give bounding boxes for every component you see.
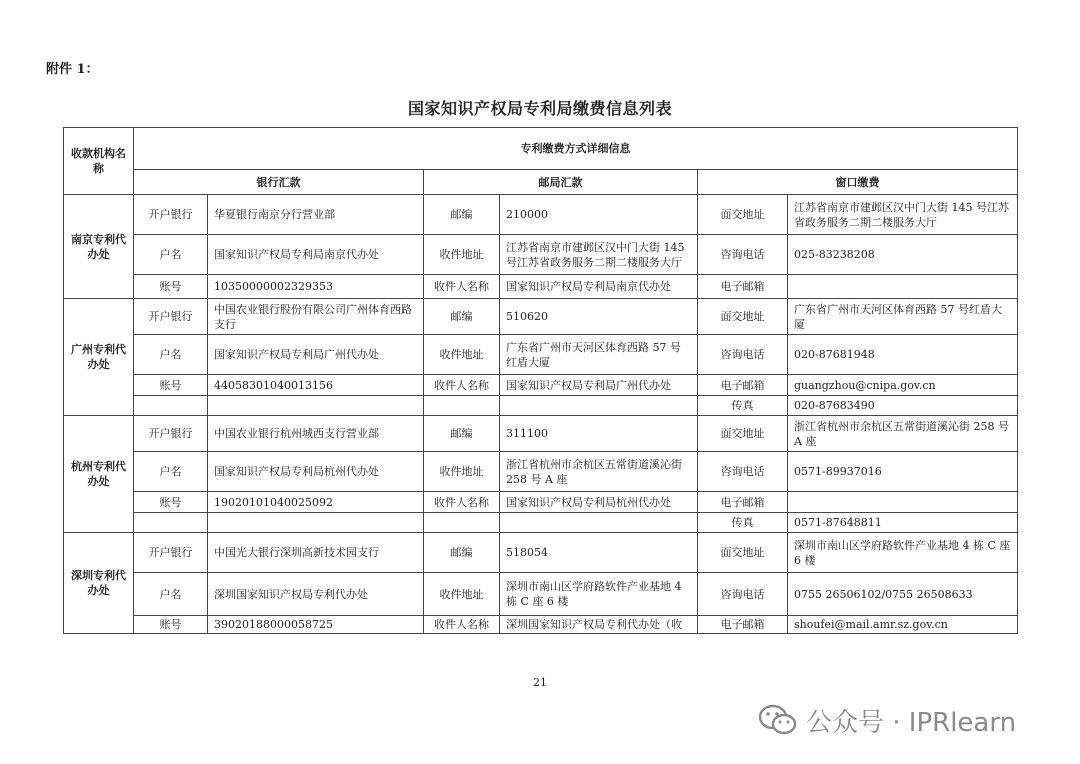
field-label: 面交地址 xyxy=(698,195,788,235)
field-value: 国家知识产权局专利局杭州代办处 xyxy=(208,452,424,492)
field-value: 210000 xyxy=(500,195,698,235)
field-value: 311100 xyxy=(500,416,698,452)
field-label xyxy=(134,513,208,533)
field-value: 国家知识产权局专利局南京代办处 xyxy=(208,235,424,275)
field-label: 电子邮箱 xyxy=(698,375,788,396)
field-label: 咨询电话 xyxy=(698,235,788,275)
field-value: 深圳国家知识产权局专利代办处（收 xyxy=(500,616,698,634)
field-label: 开户银行 xyxy=(134,533,208,573)
field-value: 国家知识产权局专利局南京代办处 xyxy=(500,275,698,299)
table-row xyxy=(64,335,1018,375)
field-value: 国家知识产权局专利局广州代办处 xyxy=(500,375,698,396)
field-value: 518054 xyxy=(500,533,698,573)
wechat-icon xyxy=(758,704,798,736)
field-value: 0755 26506102/0755 26508633 xyxy=(788,573,1018,616)
field-value: 广东省广州市天河区体育西路 57 号红盾大厦 xyxy=(788,299,1018,335)
field-value xyxy=(208,396,424,416)
field-label: 传真 xyxy=(698,513,788,533)
field-value: 10350000002329353 xyxy=(208,275,424,299)
field-label: 户名 xyxy=(134,335,208,375)
field-value: shoufei@mail.amr.sz.gov.cn xyxy=(788,616,1018,634)
office-name: 杭州专利代办处 xyxy=(64,416,134,533)
field-value: 浙江省杭州市余杭区五常街道溪沁街 258 号 A 座 xyxy=(500,452,698,492)
page-number: 21 xyxy=(533,676,547,689)
field-value: 国家知识产权局专利局杭州代办处 xyxy=(500,492,698,513)
attachment-label: 附件 1： xyxy=(46,62,99,77)
field-value: 44058301040013156 xyxy=(208,375,424,396)
table-row xyxy=(64,195,1018,235)
field-label: 账号 xyxy=(134,492,208,513)
field-label: 咨询电话 xyxy=(698,335,788,375)
field-label: 收件地址 xyxy=(424,235,500,275)
field-label: 电子邮箱 xyxy=(698,616,788,634)
table-row xyxy=(64,235,1018,275)
table-row xyxy=(64,616,1018,634)
field-label: 邮编 xyxy=(424,299,500,335)
office-name: 深圳专利代办处 xyxy=(64,533,134,634)
field-value: 020-87681948 xyxy=(788,335,1018,375)
office-name: 广州专利代办处 xyxy=(64,299,134,416)
field-value xyxy=(788,492,1018,513)
field-value: 深圳市南山区学府路软件产业基地 4 栋 C 座 6 楼 xyxy=(788,533,1018,573)
field-label: 面交地址 xyxy=(698,533,788,573)
field-value: 0571-89937016 xyxy=(788,452,1018,492)
field-label: 收件人名称 xyxy=(424,375,500,396)
field-value xyxy=(500,396,698,416)
header-post: 邮局汇款 xyxy=(424,170,698,195)
field-label xyxy=(424,513,500,533)
field-value: 39020188000058725 xyxy=(208,616,424,634)
fee-info-table xyxy=(63,127,1018,634)
field-label: 收件地址 xyxy=(424,335,500,375)
table-row xyxy=(64,573,1018,616)
field-label: 收件人名称 xyxy=(424,492,500,513)
field-value: 深圳市南山区学府路软件产业基地 4 栋 C 座 6 楼 xyxy=(500,573,698,616)
header-details: 专利缴费方式详细信息 xyxy=(134,128,1018,170)
field-value: 025-83238208 xyxy=(788,235,1018,275)
field-label: 账号 xyxy=(134,275,208,299)
watermark xyxy=(758,700,1016,740)
header-bank: 银行汇款 xyxy=(134,170,424,195)
field-value xyxy=(788,275,1018,299)
field-label: 咨询电话 xyxy=(698,452,788,492)
field-label: 账号 xyxy=(134,616,208,634)
field-label: 电子邮箱 xyxy=(698,275,788,299)
field-label: 面交地址 xyxy=(698,299,788,335)
header-window: 窗口缴费 xyxy=(698,170,1018,195)
field-label xyxy=(134,396,208,416)
page-title: 国家知识产权局专利局缴费信息列表 xyxy=(407,99,672,118)
field-value: 江苏省南京市建邺区汉中门大街 145 号江苏省政务服务二期二楼服务大厅 xyxy=(788,195,1018,235)
field-value: 浙江省杭州市余杭区五常街道溪沁街 258 号 A 座 xyxy=(788,416,1018,452)
field-value: 广东省广州市天河区体育西路 57 号红盾大厦 xyxy=(500,335,698,375)
field-label: 收件地址 xyxy=(424,573,500,616)
table-row xyxy=(64,533,1018,573)
field-value: 华夏银行南京分行营业部 xyxy=(208,195,424,235)
table-row xyxy=(64,396,1018,416)
field-label: 户名 xyxy=(134,235,208,275)
field-label: 账号 xyxy=(134,375,208,396)
field-value: guangzhou@cnipa.gov.cn xyxy=(788,375,1018,396)
header-org: 收款机构名称 xyxy=(64,128,134,195)
field-label: 传真 xyxy=(698,396,788,416)
field-label: 开户银行 xyxy=(134,195,208,235)
table-row xyxy=(64,375,1018,396)
field-value: 0571-87648811 xyxy=(788,513,1018,533)
table-row xyxy=(64,492,1018,513)
field-value: 中国光大银行深圳高新技术园支行 xyxy=(208,533,424,573)
field-label: 邮编 xyxy=(424,195,500,235)
field-label xyxy=(424,396,500,416)
field-value: 510620 xyxy=(500,299,698,335)
field-label: 开户银行 xyxy=(134,299,208,335)
field-value: 020-87683490 xyxy=(788,396,1018,416)
field-value xyxy=(208,513,424,533)
field-label: 咨询电话 xyxy=(698,573,788,616)
table-row xyxy=(64,275,1018,299)
field-label: 收件人名称 xyxy=(424,616,500,634)
field-label: 户名 xyxy=(134,452,208,492)
field-label: 邮编 xyxy=(424,416,500,452)
office-name: 南京专利代办处 xyxy=(64,195,134,299)
field-label: 开户银行 xyxy=(134,416,208,452)
field-label: 面交地址 xyxy=(698,416,788,452)
watermark-text: 公众号 · IPRlearn xyxy=(806,707,1017,738)
table-row xyxy=(64,452,1018,492)
table-row xyxy=(64,416,1018,452)
field-label: 户名 xyxy=(134,573,208,616)
field-label: 邮编 xyxy=(424,533,500,573)
field-value: 深圳国家知识产权局专利代办处 xyxy=(208,573,424,616)
field-value: 江苏省南京市建邺区汉中门大街 145 号江苏省政务服务二期二楼服务大厅 xyxy=(500,235,698,275)
table-row xyxy=(64,513,1018,533)
field-value: 中国农业银行杭州城西支行营业部 xyxy=(208,416,424,452)
field-value: 国家知识产权局专利局广州代办处 xyxy=(208,335,424,375)
field-label: 电子邮箱 xyxy=(698,492,788,513)
field-value xyxy=(500,513,698,533)
field-label: 收件地址 xyxy=(424,452,500,492)
table-row xyxy=(64,299,1018,335)
field-label: 收件人名称 xyxy=(424,275,500,299)
field-value: 19020101040025092 xyxy=(208,492,424,513)
field-value: 中国农业银行股份有限公司广州体育西路支行 xyxy=(208,299,424,335)
